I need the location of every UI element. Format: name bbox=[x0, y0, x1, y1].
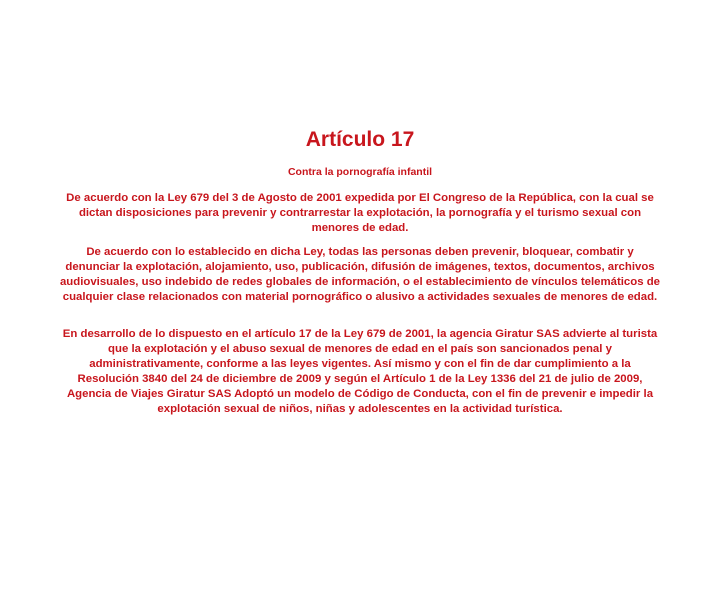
paragraph-ley-679: De acuerdo con la Ley 679 del 3 de Agosto de 2001 expedida por El Congreso de la República, con la cual se dictan disposiciones para prevenir y contrarrestar la explotación, la pornografía y el turismo sexual con menores de edad. bbox=[66, 192, 654, 235]
paragraph-giratur-code: En desarrollo de lo dispuesto en el artículo 17 de la Ley 679 de 2001, la agencia Giratur SAS advierte al turista que la explotación y el abuso sexual de menores de edad en el país son sancionados penal y administrativamente, conforme a las leyes vigentes. Así mismo y con el fin de dar cumplimiento a la Resolución 3840 del 24 de diciembre de 2009 y según el Artículo 1 de la Ley 1336 del 21 de julio de 2009, Agencia de Viajes Giratur SAS Adoptó un modelo de Código de Conducta, con el fin de prevenir e impedir la explotación sexual de niños, niñas y adolescentes en la actividad turística. bbox=[62, 328, 658, 416]
page-title: Artículo 17 bbox=[305, 128, 415, 151]
page-subtitle: Contra la pornografía infantil bbox=[287, 166, 433, 178]
paragraph-obligations: De acuerdo con lo establecido en dicha Ley, todas las personas deben prevenir, bloquear, combatir y denunciar la explotación, alojamiento, uso, publicación, difusión de imágenes, textos, documentos, archivos audiovisuales, uso indebido de redes globales de información, o el establecimiento de vínculos telemáticos de cualquier clase relacionados con material pornográfico o alusivo a actividades sexuales de menores de edad. bbox=[59, 246, 661, 304]
